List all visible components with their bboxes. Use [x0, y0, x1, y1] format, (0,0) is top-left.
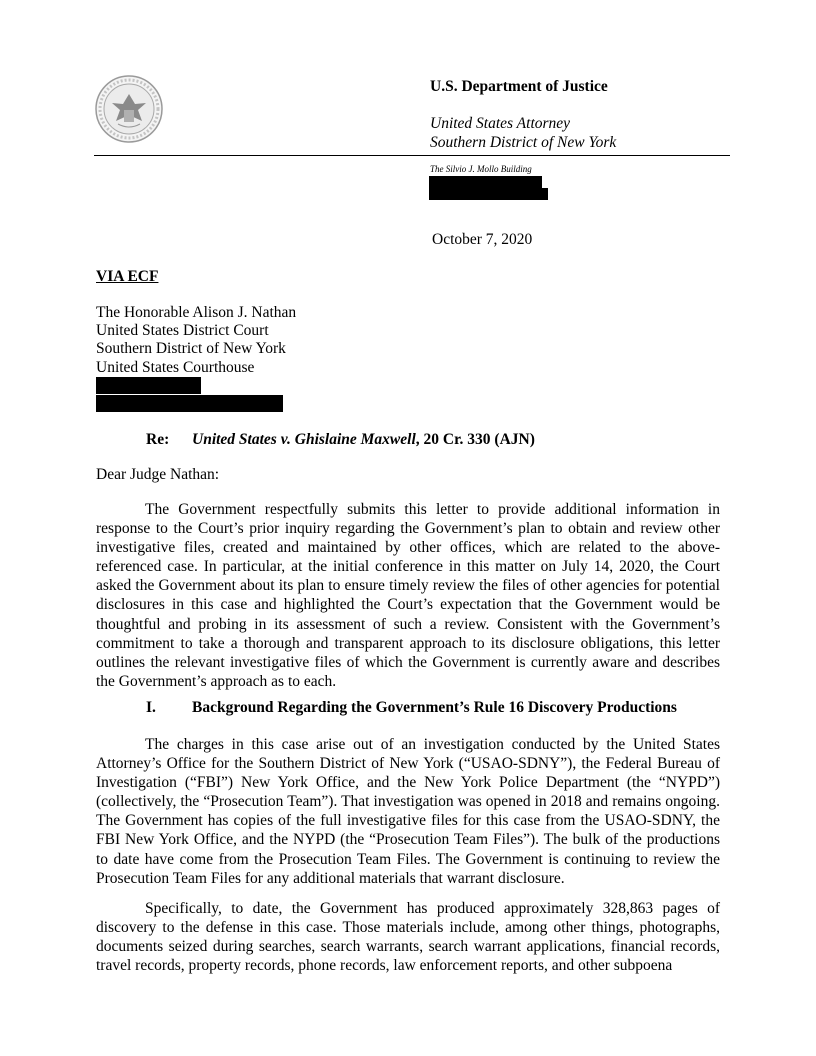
letter-date: October 7, 2020 — [432, 231, 533, 248]
recipient-line: Southern District of New York — [96, 340, 286, 358]
case-name: United States v. Ghislaine Maxwell — [192, 431, 416, 448]
redaction-bar — [429, 176, 542, 188]
recipient-address — [96, 304, 296, 377]
office-line-2: Southern District of New York — [430, 134, 617, 151]
redaction-bar — [429, 188, 548, 200]
recipient-line: United States District Court — [96, 322, 269, 340]
salutation: Dear Judge Nathan: — [96, 466, 220, 483]
case-number: , 20 Cr. 330 (AJN) — [415, 431, 535, 448]
section-number: I. — [146, 699, 156, 716]
section-title: Background Regarding the Government’s Rule 16 Discovery Productions — [192, 699, 677, 716]
building-name: The Silvio J. Mollo Building — [430, 164, 532, 174]
letterhead-divider — [94, 155, 730, 156]
doj-seal-logo — [94, 74, 164, 144]
redaction-bar — [96, 377, 201, 394]
section-heading — [146, 699, 677, 717]
redaction-bar — [96, 395, 283, 412]
re-label: Re: — [146, 431, 170, 448]
recipient-line: The Honorable Alison J. Nathan — [96, 304, 297, 321]
re-line — [146, 431, 535, 449]
body-paragraph: The charges in this case arise out of an investigation conducted by the United States Attorney’s Office for the Southern District of New York (“USAO-SDNY”), the Federal Bureau of Investigation (“FBI”) New York Office, and the New York Police Department (the “NYPD”) (collectively, the “Prosecution Team”). That investigation was opened in 2018 and remains ongoing. The Government has copies of the full investigative files for this case from the USAO-SDNY, the FBI New York Office, and the NYPD (the “Prosecution Team Files”). The bulk of the productions to date have come from the Prosecution Team Files. The Government is continuing to review the Prosecution Team Files for any additional materials that warrant disclosure. — [96, 736, 720, 887]
recipient-line: United States Courthouse — [96, 358, 255, 376]
body-paragraph: The Government respectfully submits this letter to provide additional information in response to the Court’s prior inquiry regarding the Government’s plan to obtain and review other investigative files, created and maintained by other offices, which are related to the above-referenced case. In particular, at the initial conference in this matter on July 14, 2020, the Court asked the Government about its plan to ensure timely review the files of other agencies for potential disclosures in this case and highlighted the Court’s expectation that the Government would be thoughtful and probing in its assessment of such a review. Consistent with the Government’s commitment to take a thorough and transparent approach to its disclosure obligations, this letter outlines the relevant investigative files of which the Government is currently aware and describes the Government’s approach as to each. — [96, 501, 720, 690]
body-paragraph: Specifically, to date, the Government has produced approximately 328,863 pages of discovery to the defense in this case. Those materials include, among other things, photographs, documents seized during searches, search warrants, search warrant applications, financial records, travel records, property records, phone records, law enforcement reports, and other subpoena — [96, 900, 720, 975]
department-name: U.S. Department of Justice — [430, 78, 608, 95]
delivery-method: VIA ECF — [96, 268, 159, 285]
office-line-1: United States Attorney — [430, 115, 571, 132]
